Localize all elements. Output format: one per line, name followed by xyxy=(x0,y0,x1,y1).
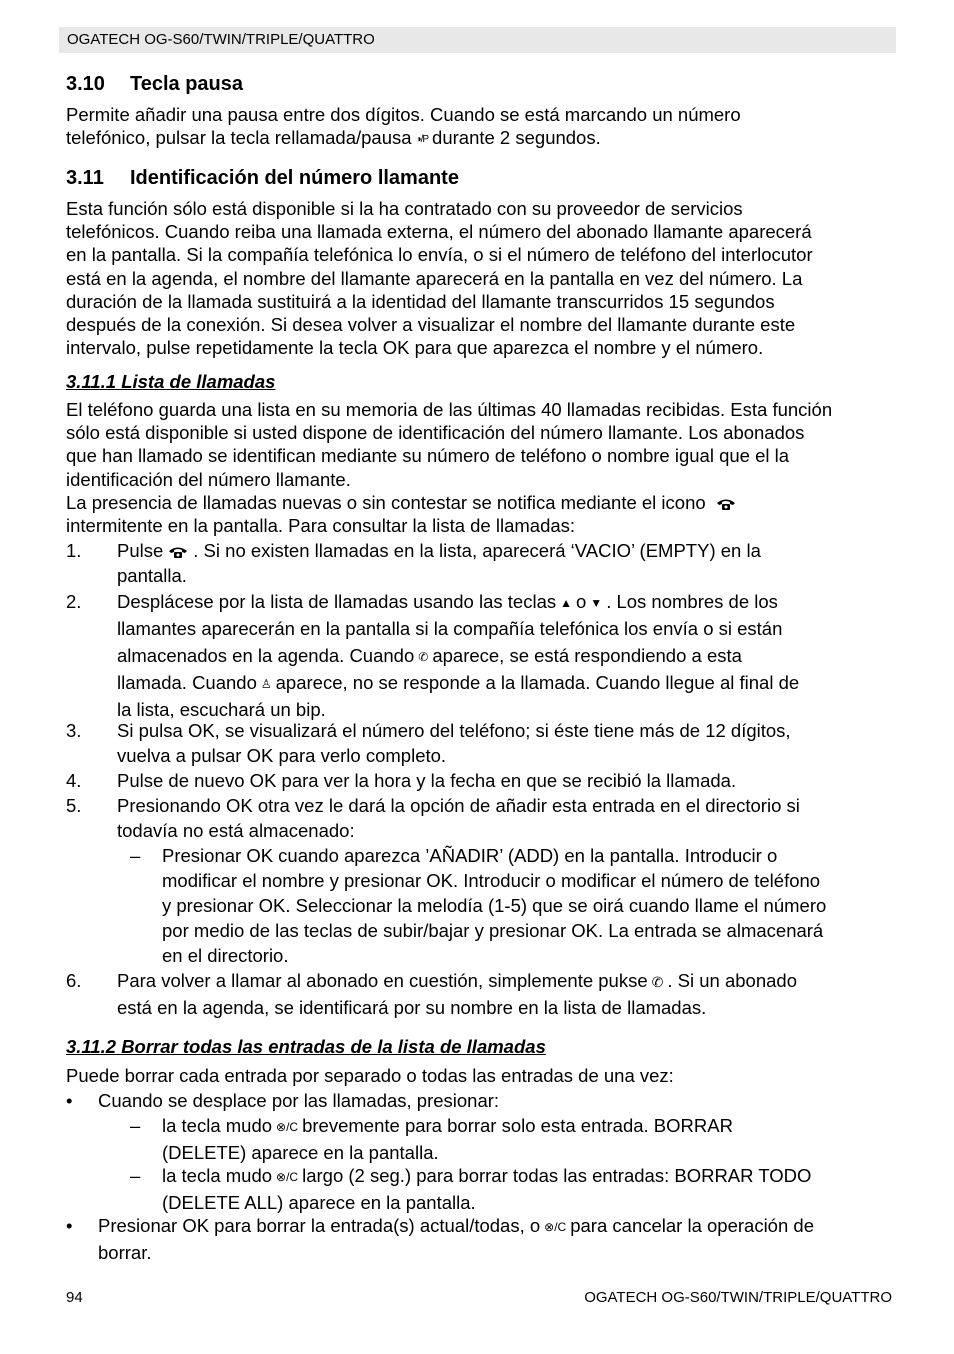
missed-call-icon: ♙ xyxy=(260,676,272,691)
list-item: 5. Presionando OK otra vez le dará la opción de añadir esta entrada en el directorio si todavía no está almacenado: xyxy=(66,795,800,841)
bullet-item: • Cuando se desplace por las llamadas, presionar: xyxy=(66,1090,500,1111)
header-title: OGATECH OG-S60/TWIN/TRIPLE/QUATTRO xyxy=(67,31,375,48)
section-3-11-body: Esta función sólo está disponible si la ha contratado con su proveedor de servicios telefónicos. Cuando reiba una llamada externa, el número del abonado llamante aparecerá en la pantalla. Si la compañía telefónica lo envía, o si el número de teléfono del interlocutor está en la agenda, el nombre del llamante aparecerá en la pantalla en vez del número. La duración de la llamada sustituirá a la identidad del llamante transcurridos 15 segundos después de la conexión. Si desea volver a visualizar el nombre del llamante durante este intervalo, pulse repetidamente la tecla OK para que aparezca el nombre y el número. xyxy=(66,198,813,359)
up-arrow-icon: ▲ xyxy=(560,595,572,610)
section-3-11-1-heading: 3.11.1 Lista de llamadas xyxy=(66,371,276,392)
section-3-11-2-intro: Puede borrar cada entrada por separado o todas las entradas de una vez: xyxy=(66,1065,674,1086)
answered-call-icon: ✆ xyxy=(418,649,429,664)
running-header xyxy=(59,27,896,53)
sub-list-item: – la tecla mudo ⊗/C largo (2 seg.) para borrar todas las entradas: BORRAR TODO (DELETE ALL) aparece en la pantalla. xyxy=(130,1165,812,1213)
section-3-11-heading: 3.11 Identificación del número llamante xyxy=(66,167,459,189)
sub-list-item: – la tecla mudo ⊗/C brevemente para borrar solo esta entrada. BORRAR (DELETE) aparece en la pantalla. xyxy=(130,1115,733,1163)
mute-cancel-key-icon: ⊗/C xyxy=(276,1119,299,1134)
list-item: 6. Para volver a llamar al abonado en cuestión, simplemente pukse ✆ . Si un abonado está en la agenda, se identificará por su nombre en la lista de llamadas. xyxy=(66,970,797,1018)
list-item: 1. Pulse . Si no existen llamadas en la lista, aparecerá ‘VACIO’ (EMPTY) en la pantalla. xyxy=(66,540,761,586)
page-number: 94 xyxy=(66,1289,83,1306)
bullet-item: • Presionar OK para borrar la entrada(s) actual/todas, o ⊗/C para cancelar la operación de borrar. xyxy=(66,1215,814,1263)
list-item: 4. Pulse de nuevo OK para ver la hora y la fecha en que se recibió la llamada. xyxy=(66,770,737,791)
mute-cancel-key-icon: ⊗/C xyxy=(544,1219,567,1234)
phone-icon xyxy=(167,545,189,559)
section-3-11-2-heading: 3.11.2 Borrar todas las entradas de la lista de llamadas xyxy=(66,1036,546,1057)
talk-key-icon: ✆ xyxy=(651,973,664,990)
phone-icon xyxy=(715,497,737,511)
down-arrow-icon: ▼ xyxy=(590,595,603,610)
section-3-10-heading: 3.10 Tecla pausa xyxy=(66,73,244,95)
sub-list-item: – Presionar OK cuando aparezca ’AÑADIR’ (ADD) en la pantalla. Introducir o modificar el nombre y presionar OK. Introducir o modificar el número de teléfono y presionar OK. Seleccionar la melodía (1-5) que se oirá cuando llame el número por medio de las teclas de subir/bajar y presionar OK. La entrada se almacenará en el directorio. xyxy=(130,845,827,966)
footer-title: OGATECH OG-S60/TWIN/TRIPLE/QUATTRO xyxy=(584,1289,892,1306)
list-item: 2. Desplácese por la lista de llamadas usando las teclas ▲ o ▼ . Los nombres de los llamantes aparecerán en la pantalla si la compañía telefónica los envía o si están almacenados en la agenda. Cuando ✆ aparece, se está respondiendo a esta llamada. Cuando ♙ aparece, no se responde a la llamada. Cuando llegue al final de la lista, escuchará un bip. xyxy=(66,591,800,721)
section-3-11-1-body: El teléfono guarda una lista en su memoria de las últimas 40 llamadas recibidas. Esta función sólo está disponible si usted dispone de identificación del número llamante. Los abonados que han llamado se identifican mediante su número de teléfono o nombre igual que el la identificación del número llamante. La presencia de llamadas nuevas o sin contestar se notifica mediante el icono intermitente en la pantalla. Para consultar la lista de llamadas: xyxy=(66,399,833,537)
redial-pause-key-icon: ◑/P xyxy=(415,133,429,145)
section-3-10-body: Permite añadir una pausa entre dos dígitos. Cuando se está marcando un número telefónico, pulsar la tecla rellamada/pausa ◑/P durante 2 segundos. xyxy=(66,103,892,151)
mute-cancel-key-icon: ⊗/C xyxy=(276,1169,299,1184)
list-item: 3. Si pulsa OK, se visualizará el número del teléfono; si éste tiene más de 12 dígitos, vuelva a pulsar OK para verlo completo. xyxy=(66,720,791,766)
